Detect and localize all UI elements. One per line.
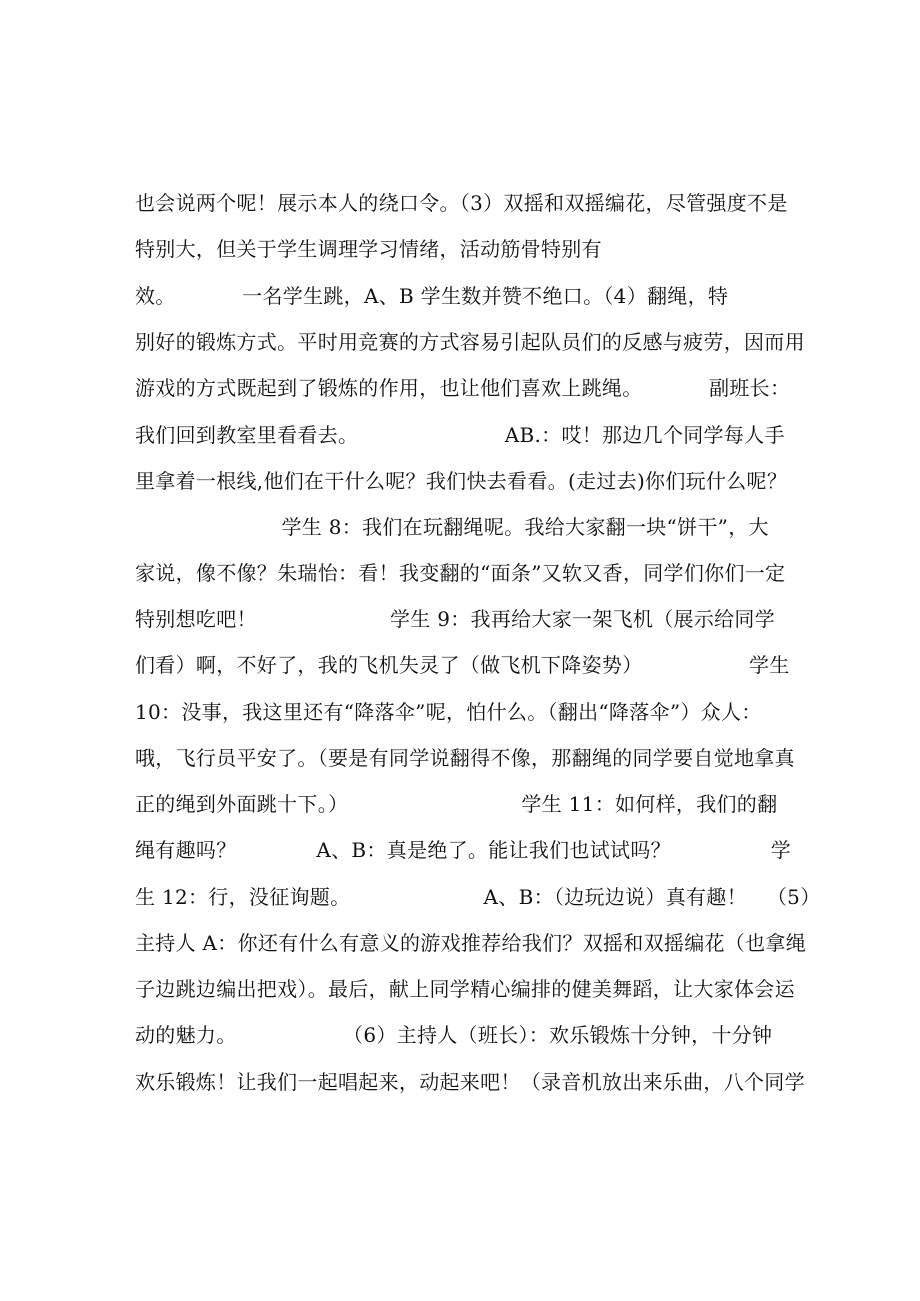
text-line: 效。 一名学生跳，A、B 学生数并赞不绝口。（4）翻绳，特 (135, 284, 729, 308)
text-line: 游戏的方式既起到了锻炼的作用，也让他们喜欢上跳绳。 副班长： (135, 376, 791, 400)
text-line: 子边跳边编出把戏）。最后，献上同学精心编排的健美舞蹈，让大家体会运 (135, 977, 795, 1001)
text-line: 学生 8：我们在玩翻绳呢。我给大家翻一块“饼干”，大 (135, 515, 769, 539)
text-line: 10：没事，我这里还有“降落伞”呢，怕什么。（翻出“降落伞”）众人： (135, 700, 762, 724)
text-line: 绳有趣吗？ A、B：真是绝了。能让我们也试试吗？ 学 (135, 838, 792, 862)
text-line: 我们回到教室里看看去。 AB.：哎！那边几个同学每人手 (135, 423, 785, 447)
text-line: 正的绳到外面跳十下。） 学生 11：如何样，我们的翻 (135, 792, 778, 816)
text-line: 生 12：行，没征询题。 A、B：（边玩边说）真有趣！ （5） (135, 885, 821, 909)
text-line: 别好的锻炼方式。平时用竞赛的方式容易引起队员们的反感与疲劳，因而用 (135, 330, 805, 354)
text-line: 动的魅力。 （6）主持人（班长）：欢乐锻炼十分钟，十分钟 (135, 1023, 773, 1047)
text-line: 也会说两个呢！展示本人的绕口令。（3）双摇和双摇编花，尽管强度不是 (135, 191, 788, 215)
text-line: 家说，像不像？朱瑞怡：看！我变翻的“面条”又软又香，同学们你们一定 (135, 561, 786, 585)
text-line: 特别想吃吧！ 学生 9：我再给大家一架飞机（展示给同学 (135, 607, 776, 631)
text-line: 欢乐锻炼！让我们一起唱起来，动起来吧！（录音机放出来乐曲，八个同学 (135, 1070, 805, 1094)
text-line: 哦，飞行员平安了。（要是有同学说翻得不像，那翻绳的同学要自觉地拿真 (135, 746, 795, 770)
text-line: 主持人 A：你还有什么有意义的游戏推荐给我们？双摇和双摇编花（也拿绳 (135, 931, 806, 955)
text-line: 们看）啊，不好了，我的飞机失灵了（做飞机下降姿势） 学生 (135, 653, 790, 677)
text-line: 特别大，但关于学生调理学习情绪，活动筋骨特别有 (135, 237, 602, 261)
text-line: 里拿着一根线,他们在干什么呢？我们快去看看。(走过去)你们玩什么呢？ (135, 469, 788, 493)
